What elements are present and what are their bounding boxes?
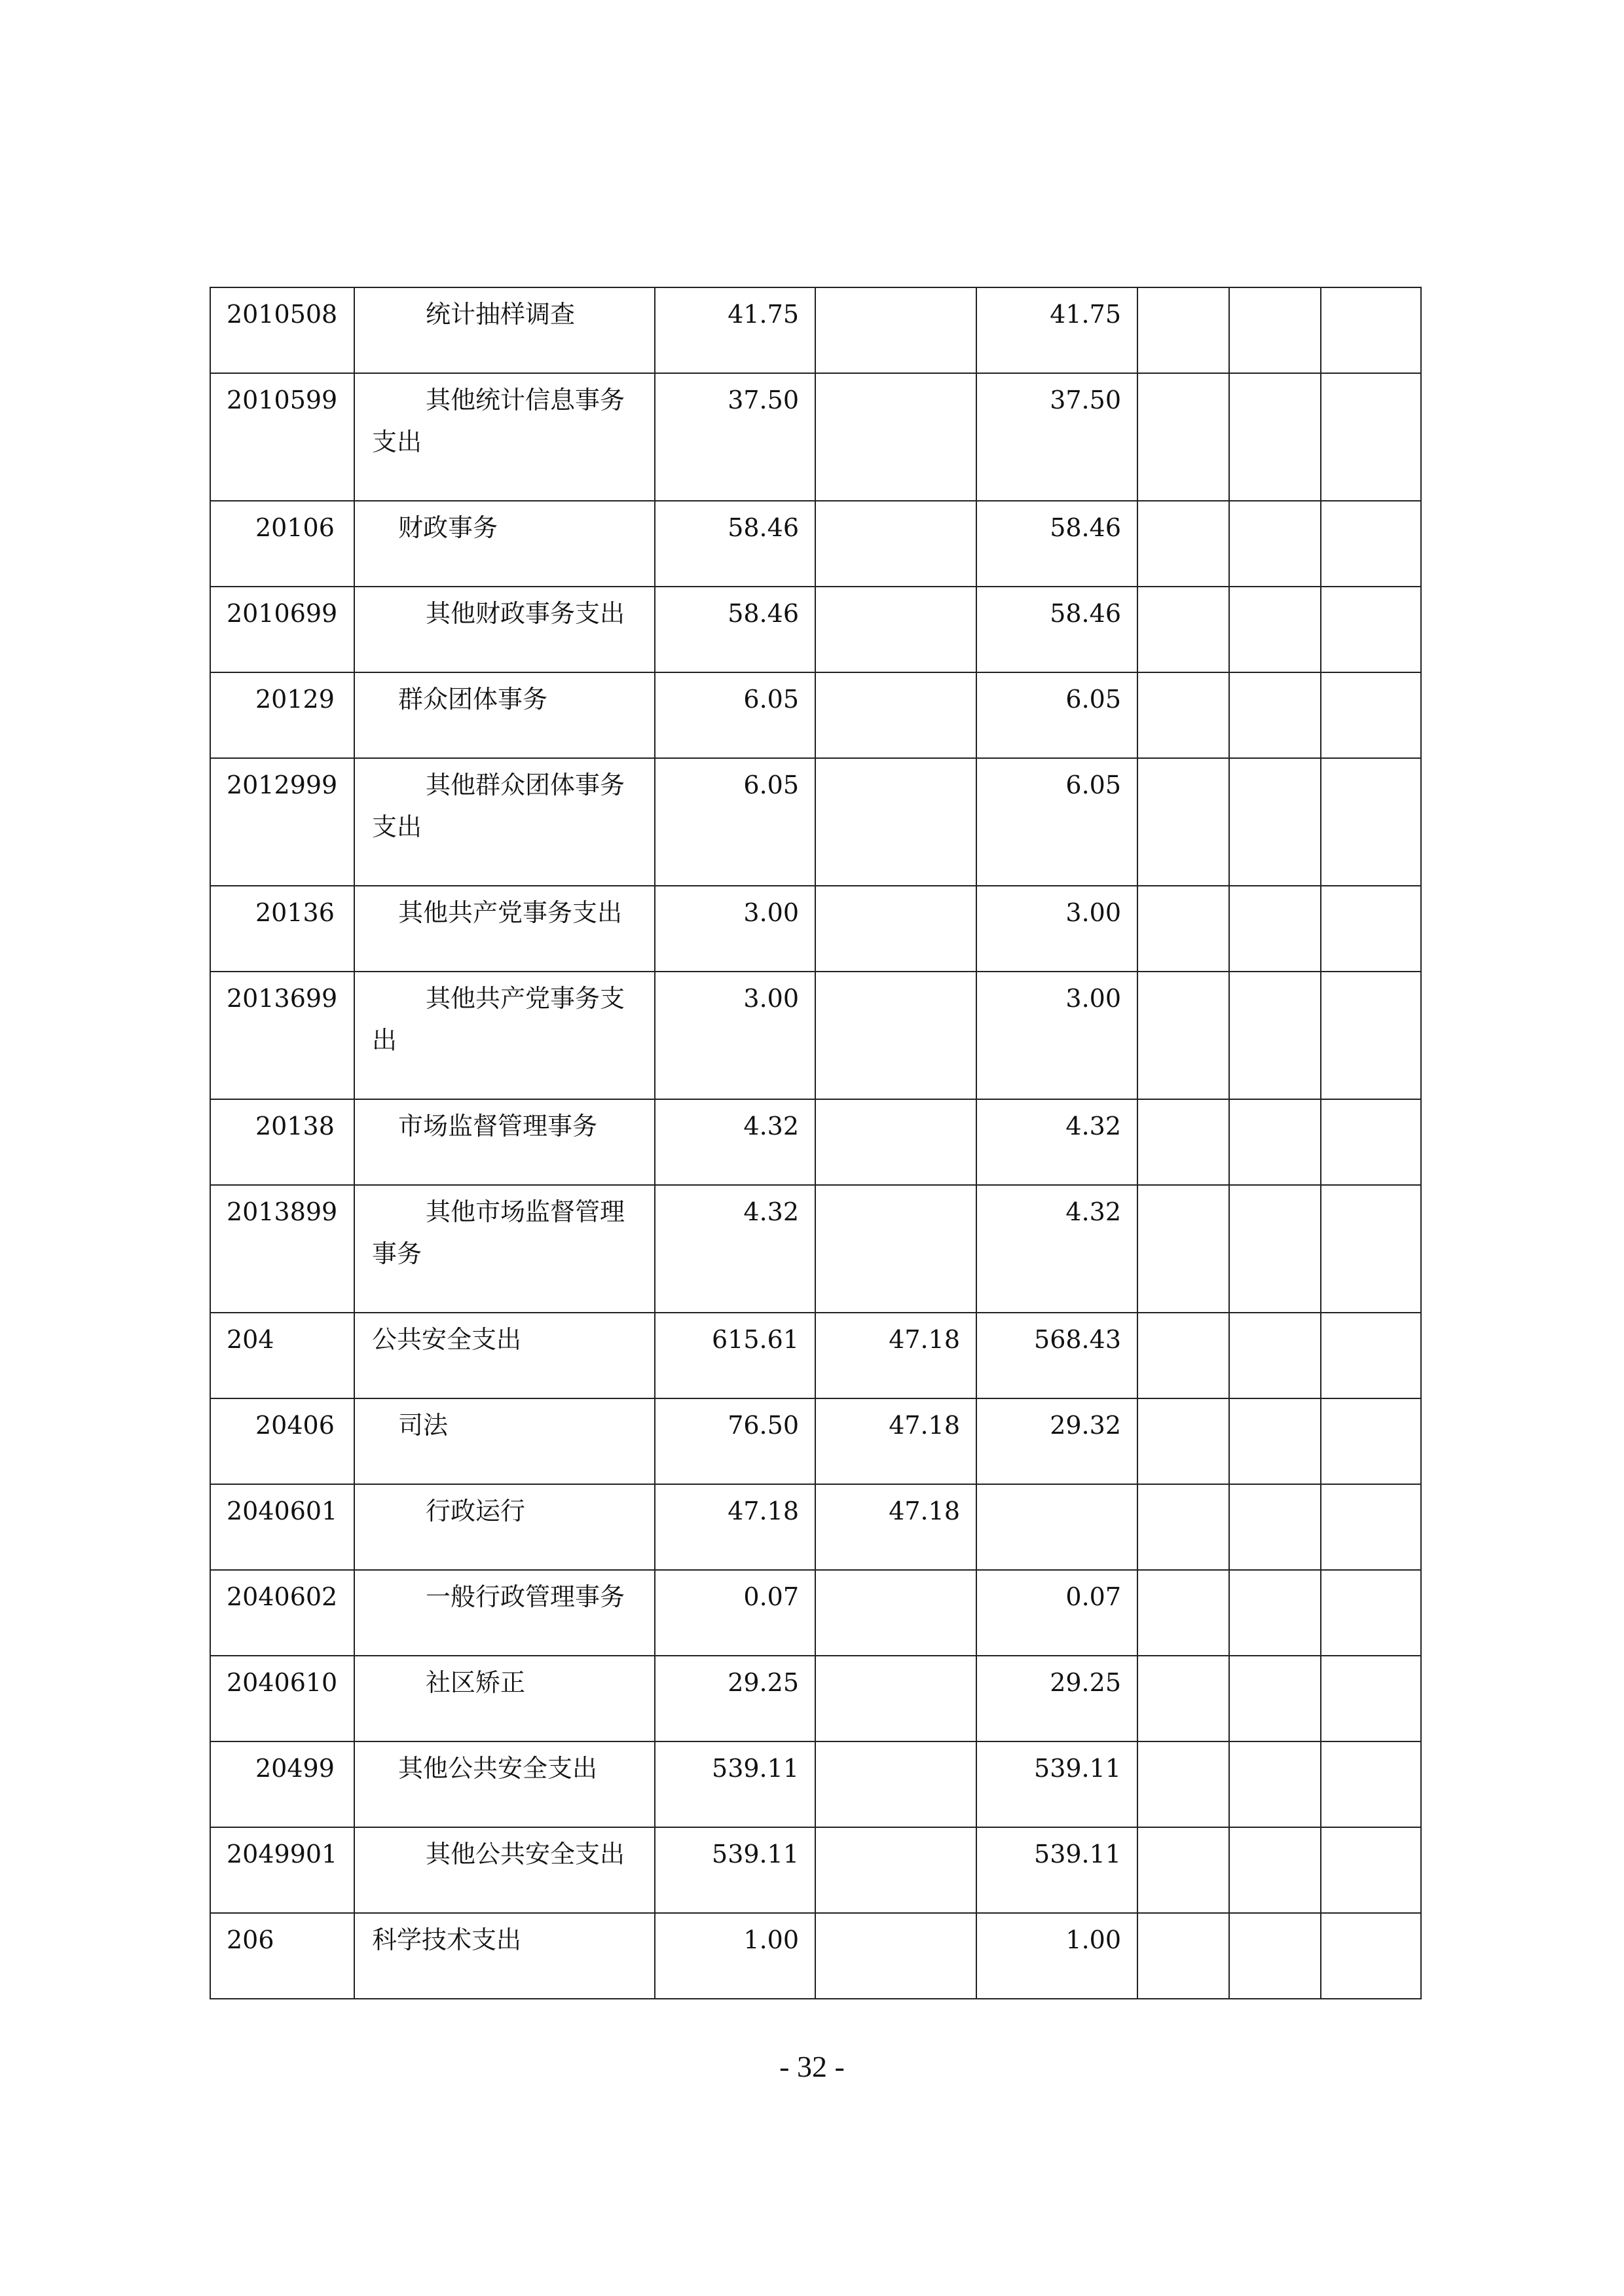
table-row <box>210 501 1421 587</box>
subject-code-cell: 2012999 <box>210 758 354 886</box>
empty-cell <box>1229 1570 1321 1656</box>
table-row <box>210 287 1421 373</box>
project-expenditure-cell <box>976 1484 1137 1570</box>
empty-cell <box>1137 1570 1229 1656</box>
subject-code-cell: 2013899 <box>210 1185 354 1313</box>
empty-cell <box>1137 1398 1229 1484</box>
basic-expenditure-cell <box>815 287 976 373</box>
empty-cell <box>1321 1570 1421 1656</box>
empty-cell <box>1137 587 1229 672</box>
subject-code-cell: 20136 <box>210 886 354 972</box>
table-row <box>210 1827 1421 1913</box>
empty-cell <box>1229 1099 1321 1185</box>
empty-cell <box>1229 972 1321 1099</box>
subject-code-cell: 2010508 <box>210 287 354 373</box>
total-cell: 0.07 <box>655 1570 815 1656</box>
project-expenditure-cell: 58.46 <box>976 587 1137 672</box>
empty-cell <box>1137 1741 1229 1827</box>
empty-cell <box>1229 1827 1321 1913</box>
empty-cell <box>1321 1398 1421 1484</box>
basic-expenditure-cell <box>815 1827 976 1913</box>
empty-cell <box>1137 1913 1229 1999</box>
project-expenditure-cell: 58.46 <box>976 501 1137 587</box>
basic-expenditure-cell <box>815 758 976 886</box>
basic-expenditure-cell <box>815 373 976 501</box>
empty-cell <box>1137 1185 1229 1313</box>
empty-cell <box>1229 1484 1321 1570</box>
empty-cell <box>1229 287 1321 373</box>
subject-name-cell: 其他群众团体事务支出 <box>354 758 655 886</box>
table-row <box>210 1099 1421 1185</box>
project-expenditure-cell: 41.75 <box>976 287 1137 373</box>
basic-expenditure-cell <box>815 1185 976 1313</box>
empty-cell <box>1137 672 1229 758</box>
subject-name-cell: 其他市场监督管理事务 <box>354 1185 655 1313</box>
subject-code-cell: 2040601 <box>210 1484 354 1570</box>
project-expenditure-cell: 3.00 <box>976 886 1137 972</box>
empty-cell <box>1229 1656 1321 1741</box>
table-row <box>210 1570 1421 1656</box>
table-row <box>210 758 1421 886</box>
empty-cell <box>1229 1913 1321 1999</box>
empty-cell <box>1137 758 1229 886</box>
empty-cell <box>1321 1313 1421 1398</box>
empty-cell <box>1137 1656 1229 1741</box>
subject-code-cell: 20138 <box>210 1099 354 1185</box>
subject-code-cell: 2040602 <box>210 1570 354 1656</box>
empty-cell <box>1137 1827 1229 1913</box>
table-row <box>210 1313 1421 1398</box>
empty-cell <box>1321 972 1421 1099</box>
subject-name-cell: 其他共产党事务支出 <box>354 886 655 972</box>
project-expenditure-cell: 4.32 <box>976 1099 1137 1185</box>
basic-expenditure-cell <box>815 1099 976 1185</box>
table-body <box>210 287 1421 1999</box>
project-expenditure-cell: 568.43 <box>976 1313 1137 1398</box>
subject-name-cell: 科学技术支出 <box>354 1913 655 1999</box>
empty-cell <box>1137 886 1229 972</box>
subject-code-cell: 2049901 <box>210 1827 354 1913</box>
empty-cell <box>1229 672 1321 758</box>
total-cell: 6.05 <box>655 672 815 758</box>
table-row <box>210 1185 1421 1313</box>
table-row <box>210 1398 1421 1484</box>
subject-name-cell: 群众团体事务 <box>354 672 655 758</box>
project-expenditure-cell: 29.25 <box>976 1656 1137 1741</box>
total-cell: 76.50 <box>655 1398 815 1484</box>
total-cell: 4.32 <box>655 1185 815 1313</box>
total-cell: 1.00 <box>655 1913 815 1999</box>
subject-name-cell: 一般行政管理事务 <box>354 1570 655 1656</box>
empty-cell <box>1321 1827 1421 1913</box>
empty-cell <box>1321 758 1421 886</box>
empty-cell <box>1137 1099 1229 1185</box>
basic-expenditure-cell <box>815 587 976 672</box>
total-cell: 4.32 <box>655 1099 815 1185</box>
empty-cell <box>1321 501 1421 587</box>
subject-name-cell: 社区矫正 <box>354 1656 655 1741</box>
empty-cell <box>1321 1185 1421 1313</box>
subject-code-cell: 2013699 <box>210 972 354 1099</box>
total-cell: 539.11 <box>655 1827 815 1913</box>
project-expenditure-cell: 29.32 <box>976 1398 1137 1484</box>
empty-cell <box>1321 1484 1421 1570</box>
table-row <box>210 1656 1421 1741</box>
empty-cell <box>1137 1313 1229 1398</box>
empty-cell <box>1321 1913 1421 1999</box>
subject-name-cell: 其他共产党事务支出 <box>354 972 655 1099</box>
empty-cell <box>1229 886 1321 972</box>
total-cell: 615.61 <box>655 1313 815 1398</box>
subject-name-cell: 其他公共安全支出 <box>354 1827 655 1913</box>
subject-name-cell: 其他公共安全支出 <box>354 1741 655 1827</box>
total-cell: 41.75 <box>655 287 815 373</box>
basic-expenditure-cell: 47.18 <box>815 1484 976 1570</box>
basic-expenditure-cell <box>815 1741 976 1827</box>
empty-cell <box>1321 587 1421 672</box>
project-expenditure-cell: 1.00 <box>976 1913 1137 1999</box>
table-row <box>210 886 1421 972</box>
basic-expenditure-cell <box>815 1570 976 1656</box>
empty-cell <box>1137 501 1229 587</box>
subject-name-cell: 市场监督管理事务 <box>354 1099 655 1185</box>
subject-name-cell: 公共安全支出 <box>354 1313 655 1398</box>
subject-code-cell: 20129 <box>210 672 354 758</box>
empty-cell <box>1321 373 1421 501</box>
table-row <box>210 1484 1421 1570</box>
subject-name-cell: 其他财政事务支出 <box>354 587 655 672</box>
empty-cell <box>1321 1741 1421 1827</box>
subject-name-cell: 行政运行 <box>354 1484 655 1570</box>
basic-expenditure-cell <box>815 1913 976 1999</box>
project-expenditure-cell: 3.00 <box>976 972 1137 1099</box>
page-number: - 32 - <box>779 2050 845 2083</box>
subject-name-cell: 其他统计信息事务支出 <box>354 373 655 501</box>
project-expenditure-cell: 6.05 <box>976 758 1137 886</box>
basic-expenditure-cell <box>815 1656 976 1741</box>
project-expenditure-cell: 539.11 <box>976 1741 1137 1827</box>
empty-cell <box>1137 1484 1229 1570</box>
empty-cell <box>1229 1741 1321 1827</box>
total-cell: 539.11 <box>655 1741 815 1827</box>
subject-code-cell: 2040610 <box>210 1656 354 1741</box>
empty-cell <box>1229 1185 1321 1313</box>
empty-cell <box>1229 587 1321 672</box>
subject-code-cell: 2010599 <box>210 373 354 501</box>
project-expenditure-cell: 37.50 <box>976 373 1137 501</box>
subject-code-cell: 206 <box>210 1913 354 1999</box>
empty-cell <box>1321 287 1421 373</box>
empty-cell <box>1137 373 1229 501</box>
table-row <box>210 972 1421 1099</box>
basic-expenditure-cell: 47.18 <box>815 1313 976 1398</box>
table-row <box>210 373 1421 501</box>
empty-cell <box>1321 1099 1421 1185</box>
table-row <box>210 1741 1421 1827</box>
table-row <box>210 672 1421 758</box>
empty-cell <box>1137 972 1229 1099</box>
total-cell: 47.18 <box>655 1484 815 1570</box>
subject-code-cell: 204 <box>210 1313 354 1398</box>
basic-expenditure-cell <box>815 972 976 1099</box>
subject-code-cell: 20406 <box>210 1398 354 1484</box>
total-cell: 3.00 <box>655 972 815 1099</box>
total-cell: 6.05 <box>655 758 815 886</box>
total-cell: 58.46 <box>655 501 815 587</box>
table-row <box>210 587 1421 672</box>
basic-expenditure-cell: 47.18 <box>815 1398 976 1484</box>
subject-code-cell: 20499 <box>210 1741 354 1827</box>
empty-cell <box>1229 373 1321 501</box>
subject-name-cell: 司法 <box>354 1398 655 1484</box>
empty-cell <box>1229 1313 1321 1398</box>
basic-expenditure-cell <box>815 886 976 972</box>
subject-name-cell: 统计抽样调查 <box>354 287 655 373</box>
subject-name-cell: 财政事务 <box>354 501 655 587</box>
empty-cell <box>1321 886 1421 972</box>
basic-expenditure-cell <box>815 672 976 758</box>
total-cell: 29.25 <box>655 1656 815 1741</box>
basic-expenditure-cell <box>815 501 976 587</box>
empty-cell <box>1229 758 1321 886</box>
table-row <box>210 1913 1421 1999</box>
empty-cell <box>1321 672 1421 758</box>
subject-code-cell: 2010699 <box>210 587 354 672</box>
empty-cell <box>1229 1398 1321 1484</box>
empty-cell <box>1321 1656 1421 1741</box>
total-cell: 3.00 <box>655 886 815 972</box>
empty-cell <box>1229 501 1321 587</box>
subject-code-cell: 20106 <box>210 501 354 587</box>
empty-cell <box>1137 287 1229 373</box>
project-expenditure-cell: 0.07 <box>976 1570 1137 1656</box>
budget-table <box>210 287 1422 1999</box>
project-expenditure-cell: 4.32 <box>976 1185 1137 1313</box>
project-expenditure-cell: 6.05 <box>976 672 1137 758</box>
project-expenditure-cell: 539.11 <box>976 1827 1137 1913</box>
total-cell: 37.50 <box>655 373 815 501</box>
total-cell: 58.46 <box>655 587 815 672</box>
